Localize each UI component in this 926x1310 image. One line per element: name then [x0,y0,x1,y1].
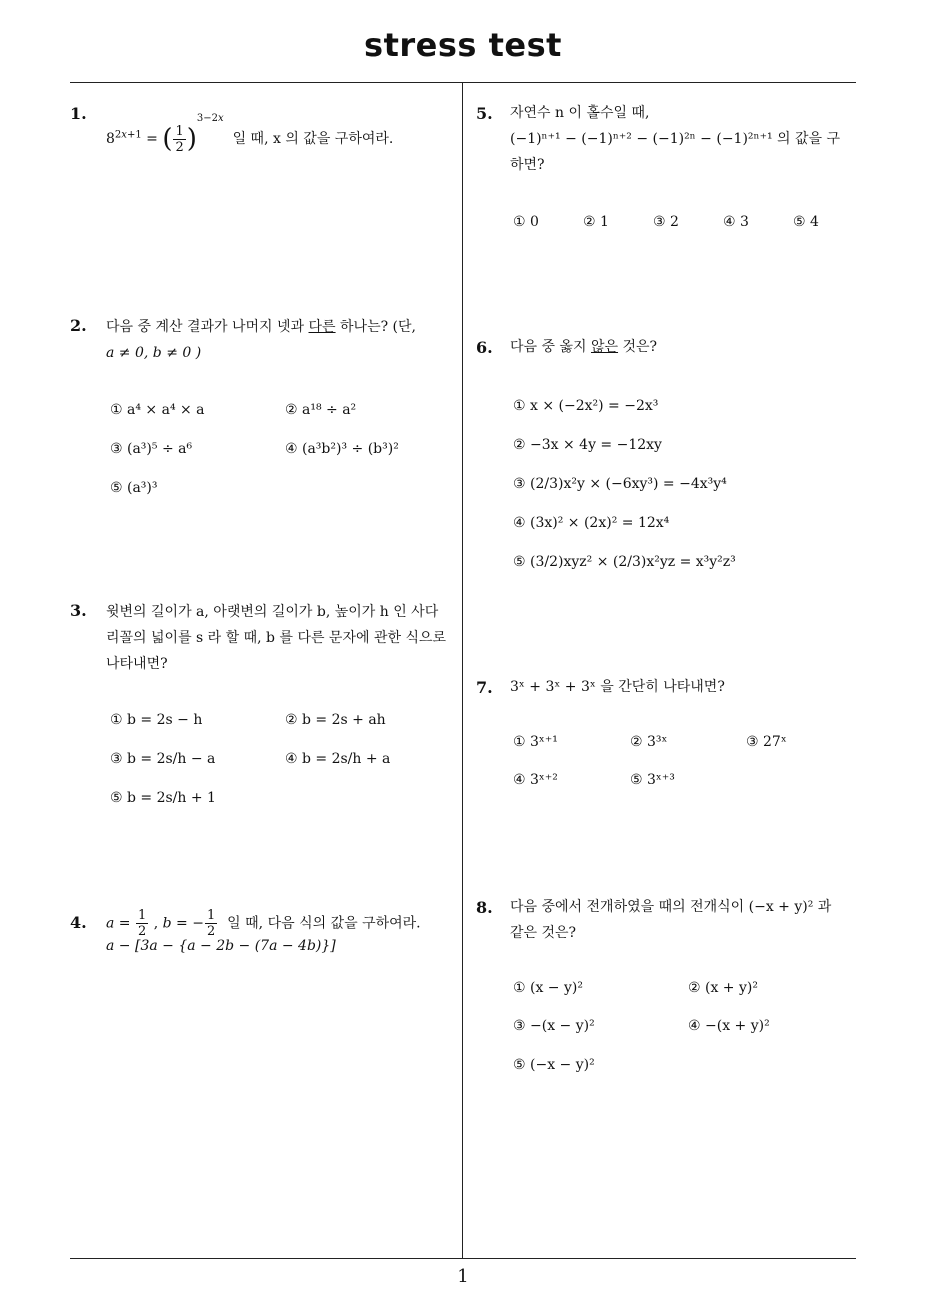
choice-1[interactable]: ① 0 [513,214,539,230]
text-line: 다음 중에서 전개하였을 때의 전개식이 (−x + y)² 과 [510,899,832,915]
question-1-suffix: 일 때, x 의 값을 구하여라. [232,131,394,147]
text-line: 하면? [510,157,545,173]
text-line: 리꼴의 넓이를 s 라 할 때, b 를 다른 문자에 관한 식으로 [106,630,447,646]
question-text [510,100,840,178]
choice-2[interactable]: ② −3x × 4y = −12xy [513,437,662,453]
choice-4[interactable]: ④ 3ˣ⁺² [513,772,558,788]
choice-2[interactable]: ② 3³ˣ [630,734,668,750]
question-number: 1. [70,104,87,123]
choice-2[interactable]: ② 1 [583,214,609,230]
bottom-rule [70,1258,856,1259]
question-number: 7. [476,678,493,697]
question-text [510,894,831,946]
choice-2[interactable]: ② b = 2s + ah [285,712,386,728]
question-text [106,599,446,677]
choice-4[interactable]: ④ (3x)² × (2x)² = 12x⁴ [513,515,670,531]
underlined-word: 않은 [590,339,619,355]
text-line: 자연수 n 이 홀수일 때, [510,105,650,121]
choice-5[interactable]: ⑤ 4 [793,214,819,230]
choice-1[interactable]: ① (x − y)² [513,980,583,996]
text-line: 같은 것은? [510,925,577,941]
choice-4[interactable]: ④ −(x + y)² [688,1018,770,1034]
question-number: 5. [476,104,493,123]
choice-3[interactable]: ③ (2/3)x²y × (−6xy³) = −4x³y⁴ [513,476,727,492]
question-number: 2. [70,316,87,335]
choice-5[interactable]: ⑤ (a³)³ [110,480,158,496]
question-number: 3. [70,601,87,620]
choice-1[interactable]: ① x × (−2x²) = −2x³ [513,398,659,414]
question-4-suffix: 일 때, 다음 식의 값을 구하여라. [227,915,421,932]
choice-5[interactable]: ⑤ (3/2)xyz² × (2/3)x²yz = x³y²z³ [513,554,736,570]
choice-1[interactable]: ① a⁴ × a⁴ × a [110,402,205,418]
text-segment: 하나는? (단, [335,319,416,335]
question-text [106,314,416,366]
question-4-condition: a = $\frac{1}{2}$ , b = − $\frac{1}{2}$ 일 때, 다음 식의 값을 구하여라. [106,908,421,939]
question-number: 6. [476,338,493,357]
choice-3[interactable]: ③ 2 [653,214,679,230]
choice-1[interactable]: ① b = 2s − h [110,712,203,728]
column-divider [462,83,463,1259]
question-text [106,106,393,154]
text-line: 3ˣ + 3ˣ + 3ˣ 을 간단히 나타내면? [510,679,725,695]
condition-text: a ≠ 0, b ≠ 0 ) [106,345,202,361]
choice-4[interactable]: ④ 3 [723,214,749,230]
choice-1[interactable]: ① 3ˣ⁺¹ [513,734,558,750]
choice-5[interactable]: ⑤ 3ˣ⁺³ [630,772,675,788]
choice-5[interactable]: ⑤ b = 2s/h + 1 [110,790,216,806]
question-1-equation: $8^{2x+1}$ = ( $\frac{1}{2}$ )$^{3-2x}$ 일 때, x 의 값을 구하여라. [106,113,394,155]
text-line: 윗변의 길이가 a, 아랫변의 길이가 b, 높이가 h 인 사다 [106,604,439,620]
choice-3[interactable]: ③ (a³)⁵ ÷ a⁶ [110,441,193,457]
question-number: 4. [70,913,87,932]
text-segment: 다음 중 계산 결과가 나머지 넷과 [106,319,309,335]
choice-2[interactable]: ② (x + y)² [688,980,758,996]
choice-3[interactable]: ③ −(x − y)² [513,1018,595,1034]
choice-4[interactable]: ④ (a³b²)³ ÷ (b³)² [285,441,399,457]
top-rule [70,82,856,83]
question-number: 8. [476,898,493,917]
text-segment: 다음 중 옳지 [510,339,591,355]
choice-5[interactable]: ⑤ (−x − y)² [513,1057,595,1073]
question-text [510,674,725,700]
question-text [106,909,421,954]
text-line: (−1)ⁿ⁺¹ − (−1)ⁿ⁺² − (−1)²ⁿ − (−1)²ⁿ⁺¹ 의 값을 구 [510,131,841,147]
choice-3[interactable]: ③ b = 2s/h − a [110,751,216,767]
question-text [510,334,657,360]
underlined-word: 다른 [308,319,336,335]
expression: a − [3a − {a − 2b − (7a − 4b)}] [106,938,336,954]
choice-4[interactable]: ④ b = 2s/h + a [285,751,391,767]
page-title: stress test [364,26,562,64]
text-segment: 것은? [618,339,658,355]
page-number: 1 [457,1266,469,1287]
text-line: 나타내면? [106,656,168,672]
choice-3[interactable]: ③ 27ˣ [746,734,787,750]
choice-2[interactable]: ② a¹⁸ ÷ a² [285,402,357,418]
